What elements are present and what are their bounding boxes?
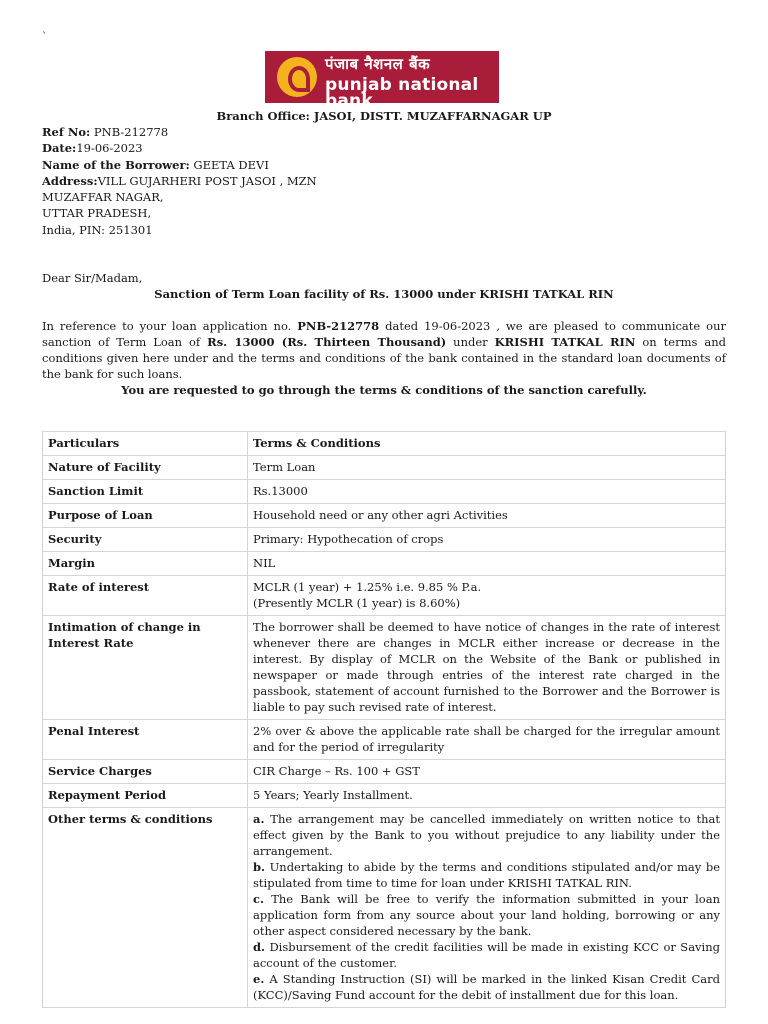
row-value: Term Loan xyxy=(248,456,726,480)
pnb-logo-icon xyxy=(277,57,317,97)
rate-line-2: (Presently MCLR (1 year) is 8.60%) xyxy=(253,596,461,610)
letter-header xyxy=(42,124,317,238)
bank-name-english: punjab national bank xyxy=(325,75,479,111)
rate-line-1: MCLR (1 year) + 1.25% i.e. 9.85 % P.a. xyxy=(253,580,482,594)
term-item xyxy=(253,891,720,939)
ref-line xyxy=(42,124,317,140)
address-line-2: MUZAFFAR NAGAR, xyxy=(42,190,164,205)
address-label: Address: xyxy=(42,173,98,188)
term-text: The arrangement may be cancelled immediately on written notice to that effect given by the Bank to you without prejudice to any liability under the arrangement. xyxy=(253,812,720,858)
table-row xyxy=(43,720,726,760)
row-value: 5 Years; Yearly Installment. xyxy=(248,784,726,808)
term-item xyxy=(253,971,720,1003)
table-row xyxy=(43,528,726,552)
intro-paragraph xyxy=(42,318,726,382)
intro-amount: Rs. 13000 (Rs. Thirteen Thousand) xyxy=(207,335,447,349)
terms-table xyxy=(42,431,726,1008)
table-row xyxy=(43,552,726,576)
row-label: Service Charges xyxy=(43,760,248,784)
table-row xyxy=(43,808,726,1008)
address-value: VILL GUJARHERI POST JASOI , MZN xyxy=(97,173,317,188)
intro-scheme: KRISHI TATKAL RIN xyxy=(494,335,636,349)
row-value xyxy=(248,808,726,1008)
request-note: You are requested to go through the terms & conditions of the sanction carefully. xyxy=(121,383,647,397)
ref-value: PNB-212778 xyxy=(90,125,169,139)
term-text: A Standing Instruction (SI) will be marked in the linked Kisan Credit Card (KCC)/Saving Fund account for the debit of installment due for this loan. xyxy=(253,972,720,1002)
term-marker: a. xyxy=(253,812,265,826)
row-label: Rate of interest xyxy=(43,576,248,616)
term-item xyxy=(253,811,720,859)
row-value: Household need or any other agri Activities xyxy=(248,504,726,528)
term-marker: d. xyxy=(253,940,266,954)
intro-text-2: dated 19-06-2023 , we are pleased to communicate our sanction of Term Loan of xyxy=(42,319,726,349)
table-row xyxy=(43,480,726,504)
date-line xyxy=(42,140,317,156)
table-row xyxy=(43,504,726,528)
term-text: Undertaking to abide by the terms and conditions stipulated and/or may be stipulated from time to time for loan under KRISHI TATKAL RIN. xyxy=(253,860,720,890)
row-label: Penal Interest xyxy=(43,720,248,760)
stray-mark: ` xyxy=(42,32,47,43)
term-item xyxy=(253,939,720,971)
row-label: Security xyxy=(43,528,248,552)
row-label: Margin xyxy=(43,552,248,576)
header-particulars: Particulars xyxy=(43,432,248,456)
term-text: Disbursement of the credit facilities will be made in existing KCC or Saving account of the customer. xyxy=(253,940,720,970)
row-value: The borrower shall be deemed to have notice of changes in the rate of interest whenever there are changes in MCLR either increase or decrease in the interest. By display of MCLR on the Website of the Bank or published in newspaper or made through entries of the interest rate charged in the passbook, statement of account furnished to the Borrower and the Borrower is liable to pay such revised rate of interest. xyxy=(248,616,726,720)
address-line-3: UTTAR PRADESH, xyxy=(42,206,152,221)
row-label: Repayment Period xyxy=(43,784,248,808)
table-header-row xyxy=(43,432,726,456)
intro-text-4: on terms and conditions given here under and the terms and conditions of the bank contained in the standard loan documents of the bank for such loans. xyxy=(42,335,726,381)
intro-application-no: PNB-212778 xyxy=(297,319,380,333)
row-value: Primary: Hypothecation of crops xyxy=(248,528,726,552)
intro-text-1: In reference to your loan application no. xyxy=(42,319,298,333)
borrower-label: Name of the Borrower: xyxy=(42,157,190,172)
term-item xyxy=(253,859,720,891)
borrower-value: GEETA DEVI xyxy=(189,157,269,172)
table-row xyxy=(43,576,726,616)
row-label: Other terms & conditions xyxy=(43,808,248,1008)
table-row xyxy=(43,456,726,480)
pnb-logo xyxy=(265,51,499,111)
row-value: CIR Charge – Rs. 100 + GST xyxy=(248,760,726,784)
bank-name-hindi: पंजाब नैशनल बैंक xyxy=(325,55,431,73)
address-line-4: India, PIN: 251301 xyxy=(42,222,153,237)
date-label: Date: xyxy=(42,141,77,156)
term-text: The Bank will be free to verify the information submitted in your loan application form from any source about your land holding, borrowing or any other aspect considered necessary by the bank. xyxy=(253,892,720,938)
term-marker: b. xyxy=(253,860,266,874)
salutation: Dear Sir/Madam, xyxy=(42,271,143,285)
branch-office: Branch Office: JASOI, DISTT. MUZAFFARNAGAR UP xyxy=(216,109,552,123)
address-line-1 xyxy=(42,173,317,189)
table-row xyxy=(43,616,726,720)
table-row xyxy=(43,784,726,808)
borrower-line xyxy=(42,157,317,173)
row-value: 2% over & above the applicable rate shall be charged for the irregular amount and for the period of irregularity xyxy=(248,720,726,760)
ref-label: Ref No: xyxy=(42,125,91,139)
date-value: 19-06-2023 xyxy=(76,141,143,156)
row-label: Sanction Limit xyxy=(43,480,248,504)
row-value xyxy=(248,576,726,616)
row-label: Nature of Facility xyxy=(43,456,248,480)
intro-text-3: under xyxy=(446,335,495,349)
table-row xyxy=(43,760,726,784)
subject-line: Sanction of Term Loan facility of Rs. 13000 under KRISHI TATKAL RIN xyxy=(154,287,614,301)
row-value: NIL xyxy=(248,552,726,576)
term-marker: e. xyxy=(253,972,265,986)
row-label: Intimation of change in Interest Rate xyxy=(43,616,248,720)
term-marker: c. xyxy=(253,892,265,906)
header-terms: Terms & Conditions xyxy=(248,432,726,456)
row-label: Purpose of Loan xyxy=(43,504,248,528)
row-value: Rs.13000 xyxy=(248,480,726,504)
